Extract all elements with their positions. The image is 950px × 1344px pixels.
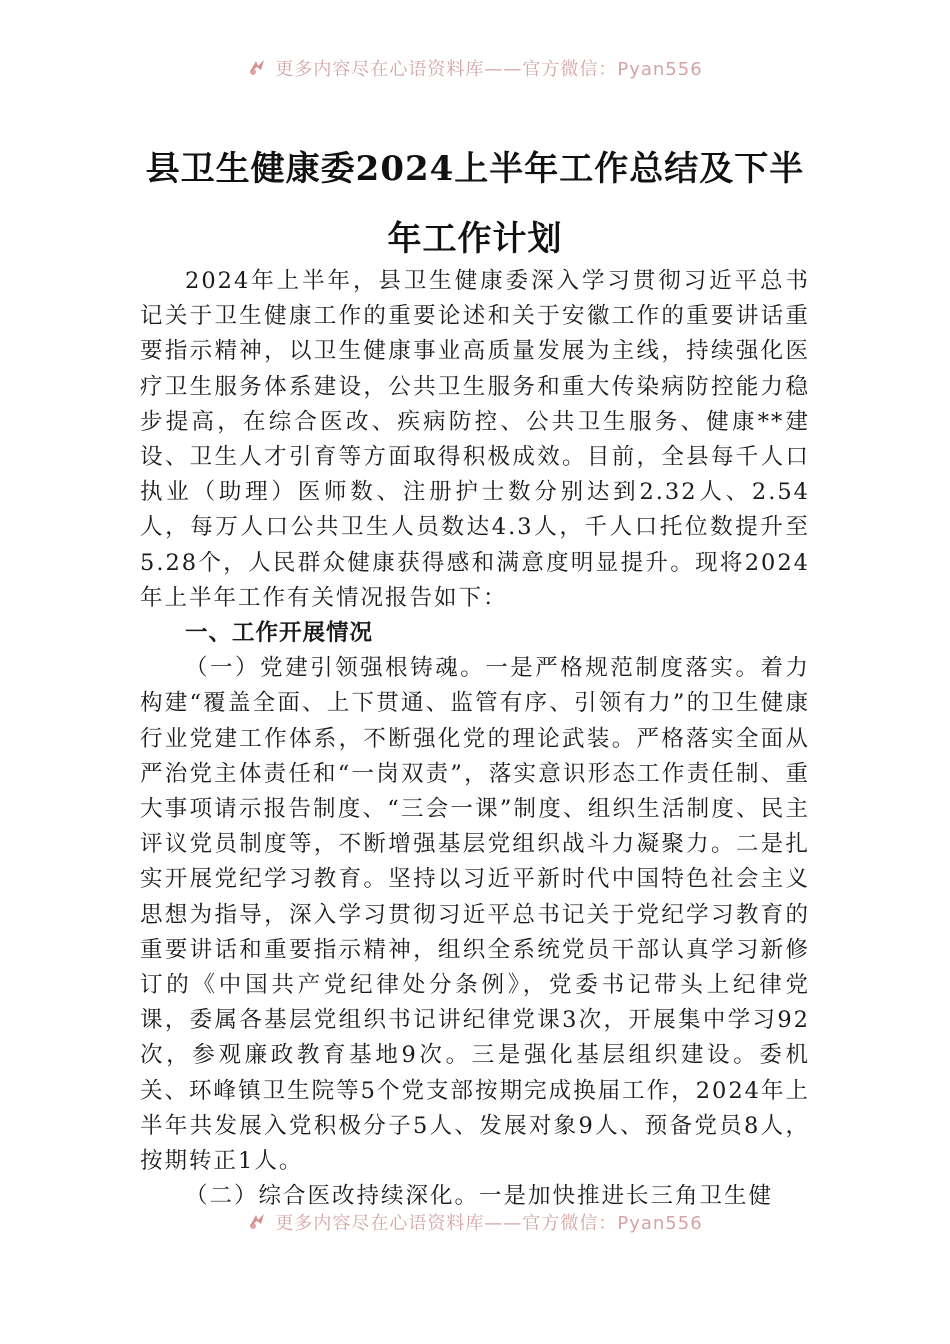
watermark-text: 更多内容尽在心语资料库——官方微信：Pyan556: [275, 1213, 703, 1234]
section-heading: 一、工作开展情况: [185, 620, 374, 647]
intro-paragraph: 2024年上半年，县卫生健康委深入学习贯彻习近平总书记关于卫生健康工作的重要论述和关于安徽工作的重要讲话重要指示精神，以卫生健康事业高质量发展为主线，持续强化医疗卫生服务体系建设，公共卫生服务和重大传染病防控能力稳步提高，在综合医改、疾病防控、公共卫生服务、健康**建设、卫生人才引育等方面取得积极成效。目前，全县每千人口执业（助理）医师数、注册护士数分别达到2.32人、2.54人，每万人口公共卫生人员数达4.3人，千人口托位数提升至5.28个，人民群众健康获得感和满意度明显提升。现将2024年上半年工作有关情况报告如下：: [140, 268, 810, 611]
paragraph-party-building: （一）党建引领强根铸魂。一是严格规范制度落实。着力构建“覆盖全面、上下贯通、监管有序、引领有力”的卫生健康行业党建工作体系，不断强化党的理论武装。严格落实全面从严治党主体责任和“一岗双责”，落实意识形态工作责任制、重大事项请示报告制度、“三会一课”制度、组织生活制度、民主评议党员制度等，不断增强基层党组织战斗力凝聚力。二是扎实开展党纪学习教育。坚持以习近平新时代中国特色社会主义思想为指导，深入学习贯彻习近平总书记关于党纪学习教育的重要讲话和重要指示精神，组织全系统党员干部认真学习新修订的《中国共产党纪律处分条例》，党委书记带头上纪律党课，委属各基层党组织书记讲纪律党课3次，开展集中学习92次，参观廉政教育基地9次。三是强化基层组织建设。委机关、环峰镇卫生院等5个党支部按期完成换届工作，2024年上半年共发展入党积极分子5人、发展对象9人、预备党员8人，按期转正1人。: [140, 655, 810, 1175]
watermark-top: [0, 58, 950, 80]
watermark-logo-icon: [247, 1212, 269, 1234]
document-title: 县卫生健康委2024上半年工作总结及下半年工作计划: [145, 149, 805, 259]
document-body: [140, 264, 810, 1214]
watermark-text: 更多内容尽在心语资料库——官方微信：Pyan556: [275, 59, 703, 80]
watermark-logo-icon: [247, 58, 269, 80]
watermark-bottom: [0, 1212, 950, 1234]
paragraph-medical-reform: （二）综合医改持续深化。一是加快推进长三角卫生健: [185, 1183, 774, 1210]
